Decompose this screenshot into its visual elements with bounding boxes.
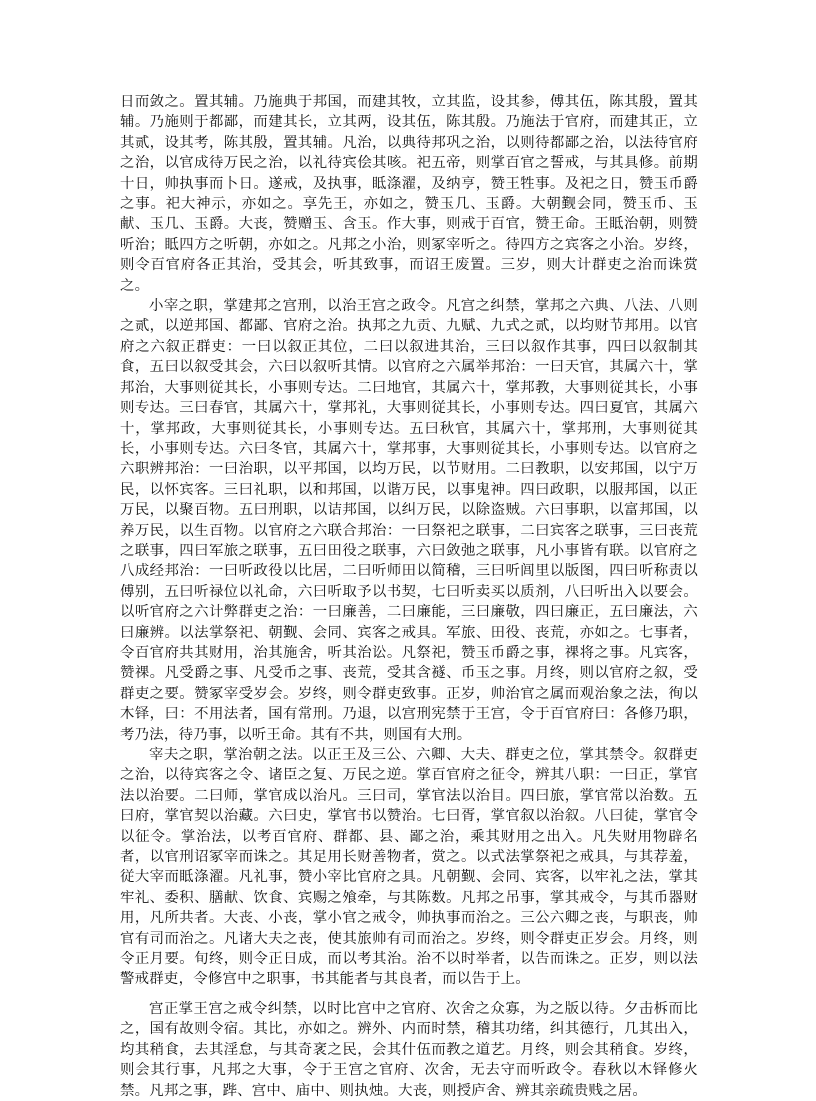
paragraph-dazai-continued: 日而敛之。置其辅。乃施典于邦国，而建其牧，立其监，设其参，傅其伍，陈其殷，置其辅。乃施则于都鄙，而建其长，立其两，设其伍，陈其殷。乃施法于官府，而建其正，立其贰，设其考，陈其殷，置其辅。凡治，以典待邦巩之治，以则待都鄙之治，以法待官府之治，以官成待万民之治，以礼待宾侩其咳。祀五帝，则掌百官之誓戒，与其具修。前期十日，帅执事而卜日。遂戒，及执事，眡涤濯，及纳亨，赞王牲事。及祀之日，赞玉币爵之事。祀大神示，亦如之。享先王，亦如之，赞玉几、玉爵。大朝觐会同，赞玉币、玉献、玉几、玉爵。大丧，赞赠玉、含玉。作大事，则戒于百官，赞王命。王眡治朝，则赞听治；眡四方之听朝，亦如之。凡邦之小治，则冢宰听之。待四方之宾客之小治。岁终，则令百官府各正其治，受其会，听其致事，而诏王废置。三岁，则大计群吏之治而诛赏之。 (120, 94, 698, 294)
paragraph-xiaozai: 小宰之职，掌建邦之宫刑，以治王宫之政令。凡宫之纠禁，掌邦之六典、八法、八则之贰，以逆邦国、都鄙、官府之治。执邦之九贡、九赋、九式之贰，以均财节邦用。以官府之六叙正群吏：一曰以叙正其位，二曰以叙进其治，三曰以叙作其事，四曰以叙制其食，五曰以叙受其会，六曰以叙听其情。以官府之六属举邦治：一曰天官，其属六十，掌邦治，大事则従其长，小事则专达。二曰地官，其属六十，掌邦教，大事则従其长，小事则专达。三曰春官，其属六十，掌邦礼，大事则従其长，小事则专达。四曰夏官，其属六十，掌邦政，大事则従其长，小事则专达。五曰秋官，其属六十，掌邦刑，大事则従其长，小事则专达。六曰冬官，其属六十，掌邦事，大事则従其长，小事则专达。以官府之六职辨邦治：一曰治职，以平邦国，以均万民，以节财用。二曰教职，以安邦国，以宁万民，以怀宾客。三曰礼职，以和邦国，以谐万民，以事鬼神。四曰政职，以服邦国，以正万民，以聚百物。五曰刑职，以诘邦国，以纠万民，以除盗贼。六曰事职，以富邦国，以养万民，以生百物。以官府之六联合邦治：一曰祭祀之联事，二曰宾客之联事，三曰丧荒之联事，四曰军旅之联事，五曰田役之联事，六曰敛弛之联事，凡小事皆有联。以官府之八成经邦治：一曰听政役以比居，二曰听师田以简稽，三曰听闾里以版图，四曰听称责以傅别，五曰听禄位以礼命，六曰听取予以书契，七曰听卖买以质剂，八曰听出入以要会。以听官府之六计弊群吏之治：一曰廉善，二曰廉能，三曰廉敬，四曰廉正，五曰廉法，六曰廉辨。以法掌祭祀、朝觐、会同、宾客之戒具。军旅、田役、丧荒，亦如之。七事者，令百官府共其财用，治其施舍，听其治讼。凡祭祀，赞玉币爵之事，祼将之事。凡宾客，赞祼。凡受爵之事、凡受币之事、丧荒，受其含襚、币玉之事。月终，则以官府之叙，受群吏之要。赞冢宰受岁会。岁终，则令群吏致事。正岁，帅治官之属而观治象之法，徇以木铎，曰：不用法者，国有常刑。乃退，以宫刑宪禁于王宫，令于百官府曰：各修乃职，考乃法，待乃事，以听王命。其有不共，则国有大刑。 (120, 298, 698, 743)
paragraph-gongzheng: 宫正掌王宫之戒令纠禁，以时比宫中之官府、次舍之众寡，为之版以待。夕击柝而比之，国有故则令宿。其比，亦如之。辨外、内而时禁，稽其功绪，纠其德行，几其出入，均其稍食，去其淫怠，与其奇衺之民，会其什伍而教之道艺。月终，则会其稍食。岁终，则会其行事，凡邦之大事，令于王宫之官府、次舍，无去守而听政令。春秋以木铎修火禁。凡邦之事，跸、宫中、庙中、则执烛。大丧，则授庐舍、辨其亲疏贵贱之居。 (120, 1000, 698, 1099)
document-page (120, 92, 698, 1101)
paragraph-zaifu: 宰夫之职，掌治朝之法。以正王及三公、六卿、大夫、群吏之位，掌其禁令。叙群吏之治，以待宾客之令、诸臣之复、万民之逆。掌百官府之征令，辨其八职：一曰正，掌官法以治要。二曰师，掌官成以治凡。三曰司，掌官法以治目。四曰旅，掌官常以治数。五曰府，掌官契以治藏。六曰史，掌官书以赞治。七曰胥，掌官叙以治叙。八曰徒，掌官令以征令。掌治法，以考百官府、群都、县、鄙之治，乘其财用之出入。凡失财用物辟名者，以官刑诏冢宰而诛之。其足用长财善物者，赏之。以式法掌祭祀之戒具，与其荐羞，従大宰而眡涤濯。凡礼事，赞小宰比官府之具。凡朝觐、会同、宾客，以牢礼之法，掌其牢礼、委积、膳献、饮食、宾赐之飧牵，与其陈数。凡邦之吊事，掌其戒令，与其币器财用，凡所共者。大丧、小丧，掌小官之戒令，帅执事而治之。三公六卿之丧，与职丧，帅官有司而治之。凡诸大夫之丧，使其旅帅有司而治之。岁终，则令群吏正岁会。月终，则令正月要。旬终，则令正日成，而以考其治。治不以时举者，以告而诛之。正岁，则以法警戒群吏，令修宫中之职事，书其能者与其良者，而以告于上。 (120, 747, 698, 988)
